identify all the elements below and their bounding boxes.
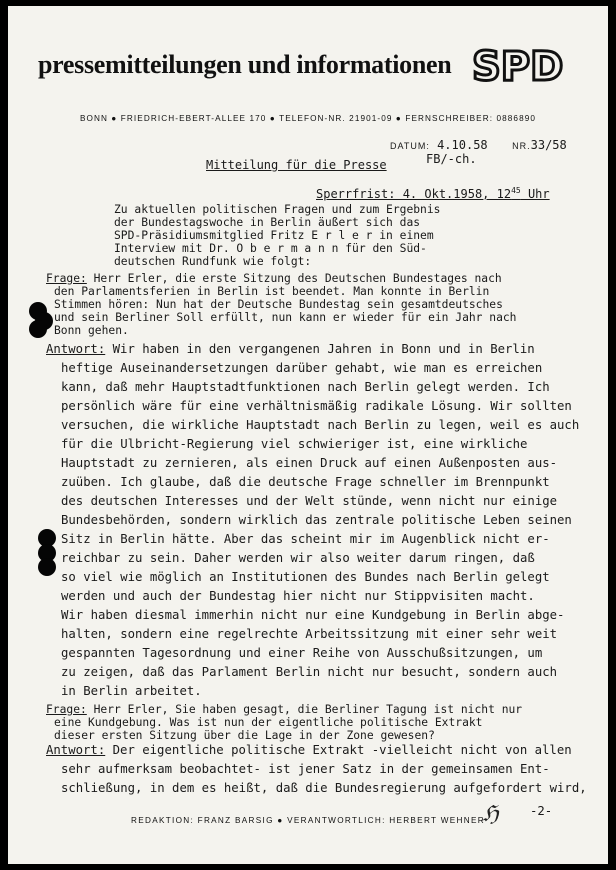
letterhead-footer: REDAKTION: FRANZ BARSIG ● VERANTWORTLICH: HERBERT WEHNER	[131, 816, 485, 825]
datum-label: DATUM:	[390, 141, 430, 151]
frage-2	[46, 703, 522, 742]
punch-hole	[38, 558, 56, 576]
antwort-1	[46, 340, 579, 606]
antwort-line: des deutschen Interesses und der Welt stünde, wenn nicht nur einige	[61, 494, 558, 508]
datum-value: 4.10.58	[437, 138, 488, 152]
antwort-line: für die Ulbricht-Regierung viel schwieriger ist, eine wirkliche	[61, 437, 528, 451]
page-continue-marker: -2-	[530, 804, 553, 818]
frage-line: Bonn gehen.	[54, 324, 129, 337]
handwritten-mark: ℌ	[482, 802, 499, 827]
punch-hole	[29, 320, 47, 338]
antwort-line: sehr aufmerksam beobachtet- ist jener Satz in der gemeinsamen Ent-	[61, 762, 550, 776]
antwort-line: Hauptstadt zu zernieren, als einen Druck auf einen Außenposten aus-	[61, 456, 558, 470]
antwort-line: schließung, in dem es heißt, daß die Bundesregierung aufgefordert wird,	[61, 781, 587, 795]
frage-label: Frage:	[46, 272, 87, 285]
intro-paragraph	[114, 203, 440, 268]
antwort-line: halten, sondern eine regelrechte Arbeitssitzung mit einer sehr weit	[61, 627, 558, 641]
antwort-label: Antwort:	[46, 342, 106, 356]
spd-logo	[470, 36, 564, 94]
letterhead-title: pressemitteilungen und informationen	[38, 50, 452, 79]
antwort-line: gespannten Tagesordnung und einer Reihe von Ausschußsitzungen, um	[61, 646, 543, 660]
frage-line: Herr Erler, die erste Sitzung des Deutschen Bundestages nach	[86, 272, 502, 285]
antwort-line: heftige Auseinandersetzungen darüber gehabt, wie man es erreichen	[61, 361, 543, 375]
frage-line: Stimmen hören: Nun hat der Deutsche Bundestag sein gesamtdeutsches	[54, 298, 503, 311]
antwort-line: Wir haben diesmal immerhin nicht nur eine Kundgebung in Berlin abge-	[61, 608, 565, 622]
intro-line: SPD-Präsidiumsmitglied Fritz E r l e r in einem	[114, 229, 434, 242]
antwort-line: Bundesbehörden, sondern wirklich das zentrale politische Leben seinen	[61, 513, 572, 527]
intro-line: Zu aktuellen politischen Fragen und zum Ergebnis	[114, 203, 441, 216]
frage-line: den Parlamentsferien in Berlin ist beendet. Man konnte in Berlin	[54, 285, 490, 298]
sperrfrist-suffix: Uhr	[520, 187, 550, 201]
sperrfrist-text: Sperrfrist: 4. Okt.1958, 12	[316, 187, 512, 201]
intro-line: deutschen Rundfunk wie folgt:	[114, 255, 312, 268]
frage-line: und sein Berliner Soll erfüllt, nun kann er wieder für ein Jahr nach	[54, 311, 517, 324]
intro-line: Interview mit Dr. O b e r m a n n für den Süd-	[114, 242, 427, 255]
frage-line: eine Kundgebung. Was ist nun der eigentliche politische Extrakt	[54, 716, 483, 729]
antwort-line: persönlich wäre für eine verhältnismäßig radikale Lösung. Wir sollten	[61, 399, 572, 413]
antwort-line: Sitz in Berlin hätte. Aber das scheint mir im Augenblick nicht er-	[61, 532, 550, 546]
antwort-line: in Berlin arbeitet.	[61, 684, 202, 698]
sperrfrist-minutes: 45	[511, 186, 521, 195]
frage-1	[46, 272, 517, 337]
antwort-label: Antwort:	[46, 743, 106, 757]
antwort-2	[46, 741, 587, 798]
frage-line: Herr Erler, Sie haben gesagt, die Berliner Tagung ist nicht nur	[86, 703, 523, 716]
intro-line: der Bundestagswoche in Berlin äußert sich das	[114, 216, 421, 229]
antwort-line: Wir haben in den vergangenen Jahren in Bonn und in Berlin	[105, 342, 535, 356]
frage-line: dieser ersten Sitzung über die Lage in der Zone gewesen?	[54, 729, 435, 742]
sperrfrist	[316, 186, 550, 201]
datum-line	[390, 138, 567, 152]
antwort-line: zu zeigen, daß das Parlament Berlin nicht nur besucht, sondern auch	[61, 665, 558, 679]
antwort-line: kann, daß mehr Hauptstadtfunktionen nach Berlin gelegt werden. Ich	[61, 380, 550, 394]
antwort-line: versuchen, die wirkliche Hauptstadt nach Berlin zu legen, weil es auch	[61, 418, 580, 432]
nr-value: 33/58	[530, 138, 567, 152]
antwort-1-paragraph-2	[61, 606, 564, 701]
antwort-line: werden und auch der Bundestag hier nicht nur Stippvisiten macht.	[61, 589, 535, 603]
antwort-line: reichbar zu sein. Daher werden wir also weiter darum ringen, daß	[61, 551, 535, 565]
frage-label: Frage:	[46, 703, 87, 716]
document-page	[8, 6, 608, 864]
antwort-line: Der eigentliche politische Extrakt -vielleicht nicht von allen	[105, 743, 572, 757]
letterhead-address: BONN ● FRIEDRICH-EBERT-ALLEE 170 ● TELEFON-NR. 21901-09 ● FERNSCHREIBER: 0886890	[79, 114, 537, 123]
press-heading: Mitteilung für die Presse	[206, 158, 387, 172]
nr-label: NR.	[512, 141, 531, 151]
antwort-line: so viel wie möglich an Institutionen des Bundes nach Berlin gelegt	[61, 570, 550, 584]
reference-code: FB/-ch.	[426, 152, 477, 166]
antwort-line: zuüben. Ich glaube, daß die deutsche Frage schneller im Brennpunkt	[61, 475, 550, 489]
spd-logo-text: SPD	[472, 44, 564, 90]
